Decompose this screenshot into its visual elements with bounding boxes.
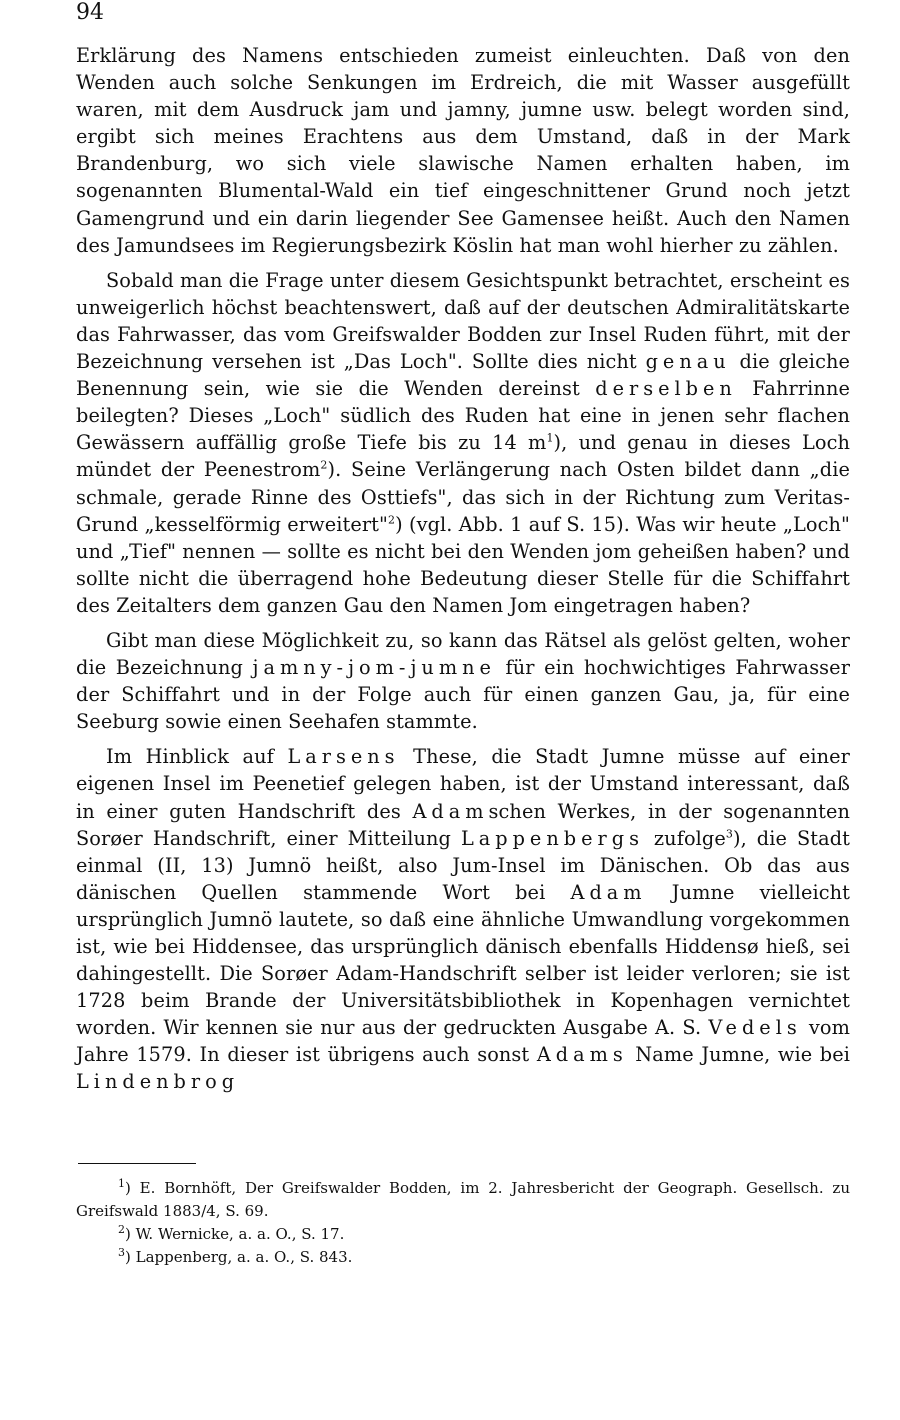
spaced-name: derselben	[595, 377, 737, 401]
text-run: These, die Stadt Jumne müsse auf einer eigenen Insel im Peenetief gelegen haben, ist der Umstand interessant, daß in einer guten Handschrift des	[76, 745, 850, 823]
spaced-name: Larsens	[287, 745, 400, 769]
main-text	[76, 42, 850, 1104]
footnote-divider	[78, 1163, 196, 1164]
text-run: die gleiche Benennung sein, wie sie die Wenden dereinst	[76, 350, 851, 401]
text-run: vom Jahre 1579. In dieser ist übrigens auch sonst	[76, 1016, 850, 1067]
spaced-name: jamny-jom-jumne	[252, 656, 496, 680]
paragraph-2	[76, 267, 850, 619]
paragraph-3	[76, 627, 850, 735]
spaced-name: Adams	[536, 1043, 628, 1067]
spaced-name: Lindenbrog	[76, 1070, 240, 1094]
footnote-2	[76, 1223, 850, 1246]
text-run: Jumne vielleicht ursprünglich Jumnö lautete, so daß eine ähnliche Umwandlung vorgekommen ist, wie bei Hiddensee, das ursprünglich dänisch ebenfalls Hiddensø hieß, sei dahingestellt. Die Sorøer Adam-Handschrift selber ist leider verloren; sie ist 1728 beim Brande der Universitätsbibliothek in Kopenhagen vernichtet worden. Wir kennen sie nur aus der gedruckten Ausgabe A. S.	[76, 880, 851, 1040]
footnote-reference: 1	[546, 431, 554, 445]
footnote-mark: 1	[118, 1177, 125, 1190]
footnote-3	[76, 1246, 850, 1269]
text-run: Erklärung des Namens entschieden zumeist einleuchten. Daß von den Wenden auch solche Senkungen im Erdreich, die mit Wasser ausgefüllt waren, mit dem Ausdruck jam und jamny, jumne usw. belegt worden sind, ergibt sich meines Erachtens aus dem Umstand, daß in der Mark Brandenburg, wo sich viele slawische Namen erhalten haben, im sogenannten Blumental-Wald ein tief eingeschnittener Grund noch jetzt Gamengrund und ein darin liegender See Gamensee heißt. Auch den Namen des Jamundsees im Regierungsbezirk Köslin hat man wohl hierher zu zählen.	[76, 44, 850, 257]
footnote-text: ) E. Bornhöft, Der Greifswalder Bodden, im 2. Jahresbericht der Geograph. Gesellsch. zu Greifswald 1883/4, S. 69.	[76, 1179, 850, 1220]
spaced-name: Vedels	[708, 1016, 802, 1040]
paragraph-4	[76, 743, 850, 1095]
footnote-text: ) Lappenberg, a. a. O., S. 843.	[125, 1248, 353, 1266]
paragraph-1	[76, 42, 850, 259]
footnote-1	[76, 1177, 850, 1223]
text-run: ), die Stadt einmal (II, 13) Jumnö heißt, also Jum-Insel im Dänischen. Ob das aus dänischen Quellen stammende Wort bei	[76, 826, 851, 904]
text-run: ). Seine Verlängerung nach Osten bildet dann „die schmale, gerade Rinne des Osttiefs", das sich in der Richtung zum Veritas-Grund „kesselförmig erweitert"	[76, 458, 850, 536]
page-number: 94	[76, 0, 104, 25]
footnote-reference: 3	[725, 827, 733, 841]
text-run: ), und genau in dieses Loch mündet der Peenestrom	[76, 431, 851, 482]
footnote-mark: 3	[118, 1246, 125, 1259]
text-run: Gibt man diese Möglichkeit zu, so kann das Rätsel als gelöst gelten, woher die Bezeichnung	[76, 628, 850, 680]
spaced-name: Adam	[570, 880, 647, 904]
text-run: Fahrrinne beilegten? Dieses „Loch" südlich des Ruden hat eine in jenen sehr flachen Gewässern auffällig große Tiefe bis zu 14 m	[76, 377, 850, 455]
text-run: schen Werkes, in der sogenannten Sorøer Handschrift, einer Mitteilung	[76, 799, 850, 850]
spaced-name: Lappenbergs	[460, 826, 644, 850]
spaced-name: Adam	[412, 799, 489, 823]
footnote-text: ) W. Wernicke, a. a. O., S. 17.	[125, 1225, 345, 1243]
footnote-reference: 2	[388, 513, 396, 527]
footnote-reference: 2	[320, 458, 328, 472]
footnotes	[76, 1177, 850, 1269]
footnote-mark: 2	[118, 1223, 125, 1236]
text-run: Sobald man die Frage unter diesem Gesichtspunkt betrachtet, erscheint es unweigerlich höchst beachtenswert, daß auf der deutschen Admiralitätskarte das Fahrwasser, das vom Greifswalder Bodden zur Insel Ruden führt, mit der Bezeichnung versehen ist „Das Loch". Sollte dies nicht	[76, 268, 850, 374]
text-run: für ein hochwichtiges Fahrwasser der Schiffahrt und in der Folge auch für einen ganzen Gau, ja, für eine Seeburg sowie einen Seehafen stammte.	[76, 656, 851, 734]
spaced-name: genau	[645, 350, 731, 374]
text-run: Im Hinblick auf	[106, 745, 288, 769]
text-run: ) (vgl. Abb. 1 auf S. 15). Was wir heute „Loch" und „Tief" nennen — sollte es nicht bei den Wenden jom geheißen haben? und sollte nicht die überragend hohe Bedeutung dieser Stelle für die Schiffahrt des Zeitalters dem ganzen Gau den Namen Jom eingetragen haben?	[76, 512, 850, 617]
text-run: zufolge	[643, 826, 726, 850]
text-run: Name Jumne, wie bei	[627, 1043, 850, 1067]
